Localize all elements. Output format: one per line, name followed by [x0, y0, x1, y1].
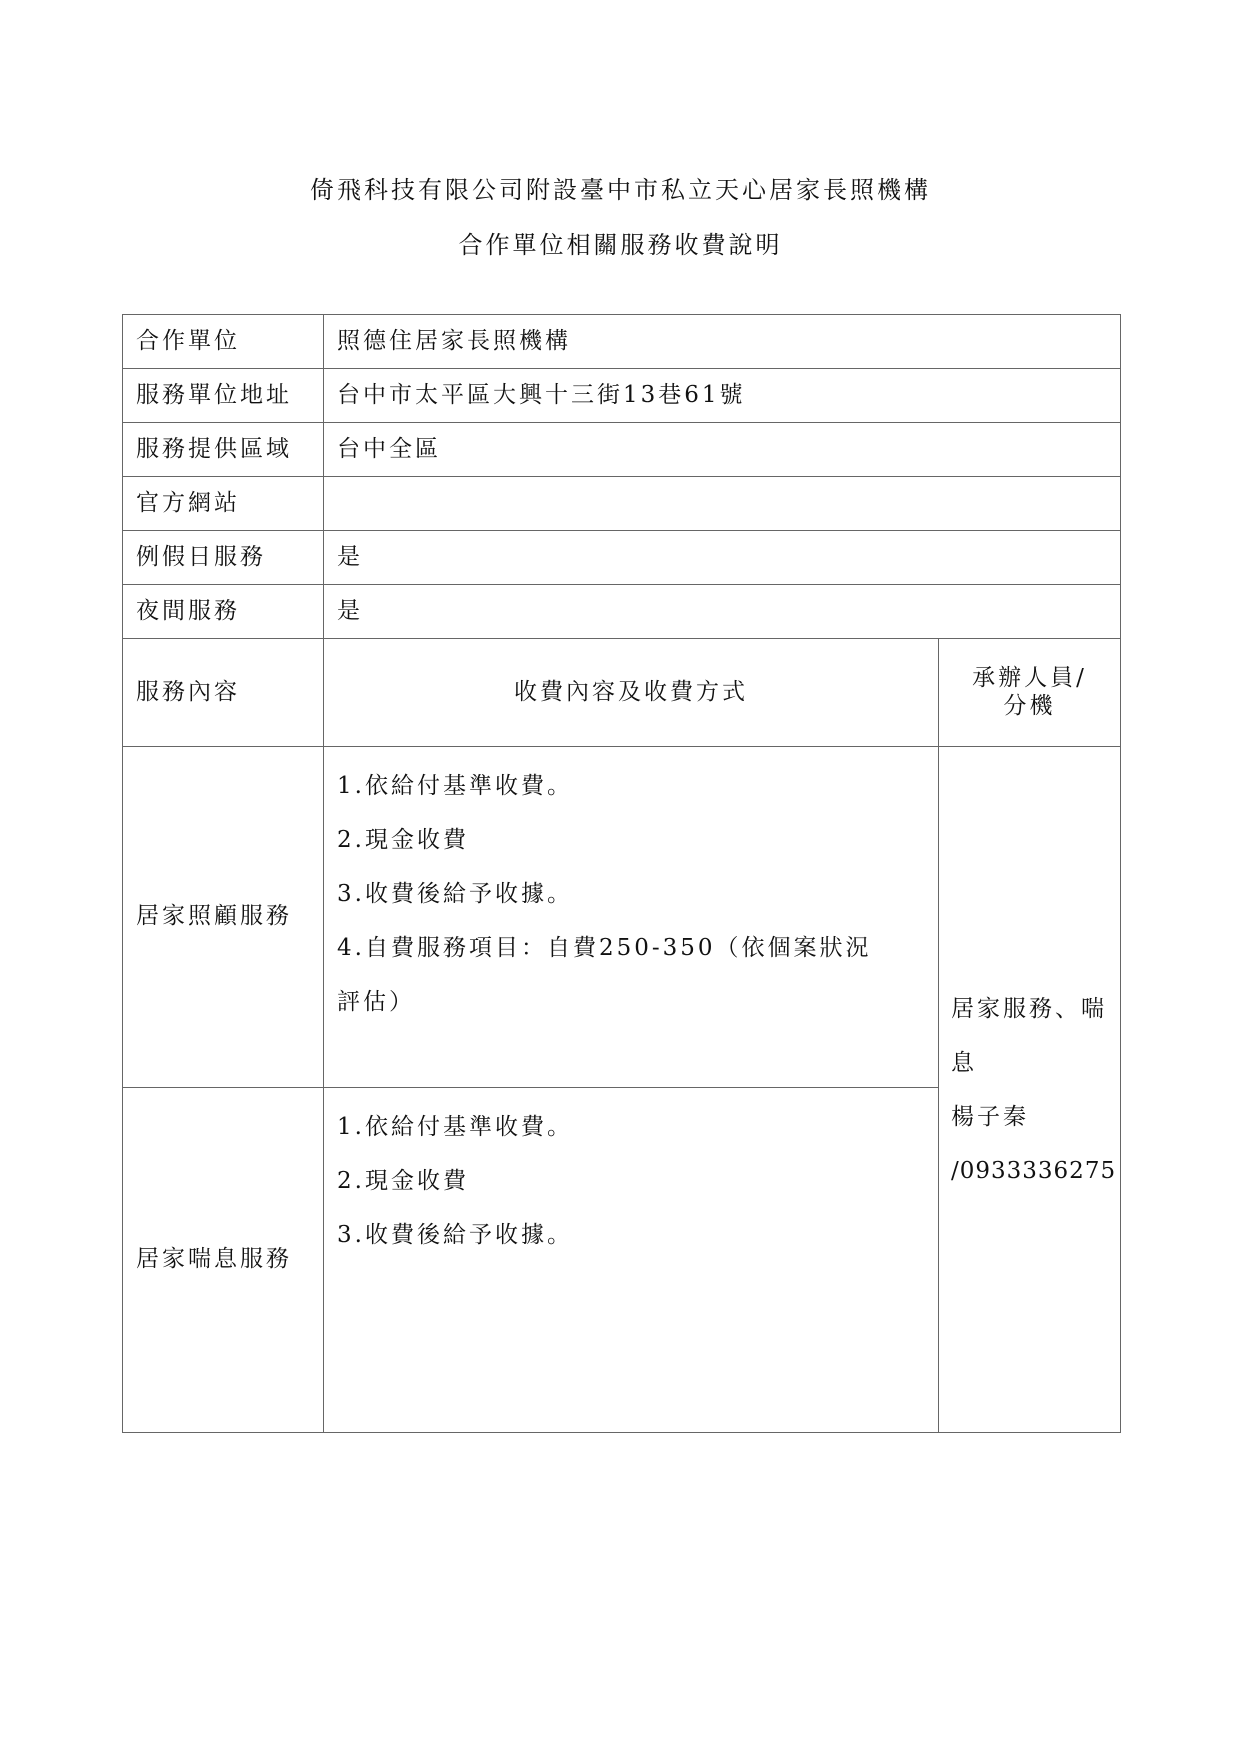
document-subtitle: 合作單位相關服務收費說明 [458, 231, 783, 259]
label-website: 官方網站 [123, 477, 324, 531]
fee-item: 評估） [337, 989, 415, 1015]
fee-item: 2.現金收費 [337, 1168, 469, 1194]
value-service-area: 台中全區 [324, 423, 1121, 477]
value-partner-unit: 照德住居家長照機構 [324, 315, 1121, 369]
header-contact-line2: 分機 [1003, 692, 1056, 719]
table-row [123, 747, 1121, 1088]
table-header-row [123, 639, 1121, 747]
fee-item: 1.依給付基準收費。 [337, 1114, 573, 1140]
table-row [123, 315, 1121, 369]
value-website [324, 477, 1121, 531]
fee-item: 4.自費服務項目：自費250-350（依個案狀況 [337, 935, 872, 961]
table-row [123, 477, 1121, 531]
fee-item: 3.收費後給予收據。 [337, 881, 573, 907]
value-night-service: 是 [324, 585, 1121, 639]
label-partner-unit: 合作單位 [123, 315, 324, 369]
document-title: 倚飛科技有限公司附設臺中市私立天心居家長照機構 [310, 176, 931, 204]
service-name-home-care: 居家照顧服務 [123, 747, 324, 1088]
service-info-table [122, 314, 1121, 1433]
header-contact [939, 639, 1121, 747]
contact-line: 息 [951, 1049, 977, 1076]
label-address: 服務單位地址 [123, 369, 324, 423]
table-row [123, 423, 1121, 477]
contact-phone: /0933336275 [951, 1157, 1117, 1184]
fee-item: 1.依給付基準收費。 [337, 773, 573, 799]
table-row [123, 369, 1121, 423]
fee-item: 3.收費後給予收據。 [337, 1222, 573, 1248]
header-fees: 收費內容及收費方式 [324, 639, 939, 747]
contact-cell [939, 747, 1121, 1433]
service-name-respite: 居家喘息服務 [123, 1088, 324, 1433]
fees-respite [324, 1088, 939, 1433]
contact-person: 楊子秦 [951, 1103, 1029, 1130]
contact-line: 居家服務、喘 [951, 995, 1107, 1022]
fee-item: 2.現金收費 [337, 827, 469, 853]
value-address: 台中市太平區大興十三街13巷61號 [324, 369, 1121, 423]
label-night-service: 夜間服務 [123, 585, 324, 639]
table-row [123, 585, 1121, 639]
header-service-content: 服務內容 [123, 639, 324, 747]
table-row [123, 531, 1121, 585]
label-service-area: 服務提供區域 [123, 423, 324, 477]
label-holiday-service: 例假日服務 [123, 531, 324, 585]
header-contact-line1: 承辦人員/ [972, 664, 1087, 691]
fees-home-care [324, 747, 939, 1088]
value-holiday-service: 是 [324, 531, 1121, 585]
